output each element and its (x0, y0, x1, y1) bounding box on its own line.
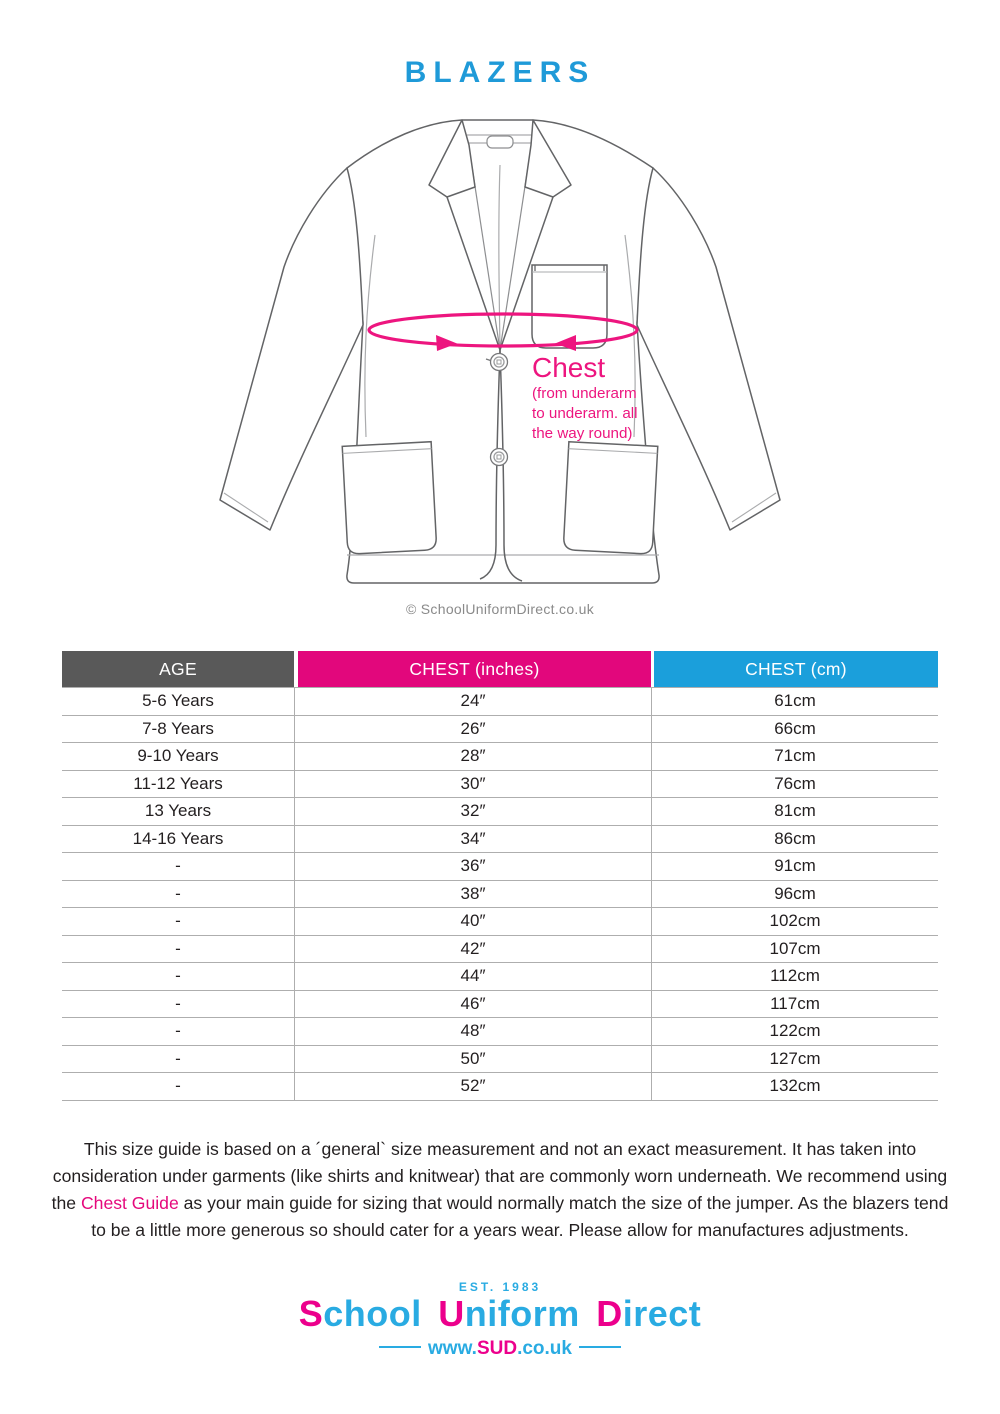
logo-word3-rest: irect (622, 1293, 702, 1334)
header-chest-inches: CHEST (inches) (298, 651, 651, 687)
cell-cm: 127cm (651, 1046, 938, 1073)
table-row (62, 881, 938, 909)
cell-cm: 61cm (651, 688, 938, 715)
cell-age: 7-8 Years (142, 718, 214, 738)
cell-cm: 112cm (651, 963, 938, 990)
page-title: BLAZERS (404, 56, 596, 89)
logo-web-sud: SUD (476, 1338, 518, 1359)
cell-age: - (175, 1048, 181, 1068)
chest-sub-line1: (from underarm (532, 385, 637, 402)
notes-text-1: This size guide is based on a ´general` size measurement and not an exact measurement. It has taken into consideration under garments (like shirts and knitwear) that are commonly worn underneath. We recommend using the (51, 1139, 948, 1213)
table-header-row (62, 651, 938, 687)
cell-age: - (175, 1021, 181, 1041)
cell-inches: 44″ (294, 963, 651, 990)
logo-word2-rest: niform (464, 1293, 580, 1334)
logo-est-1983: EST. 1983 (458, 1280, 542, 1294)
cell-age: - (175, 883, 181, 903)
cell-inches: 28″ (294, 743, 651, 770)
logo-website[interactable] (0, 1339, 1000, 1358)
table-row (62, 936, 938, 964)
table-row (62, 1073, 938, 1101)
size-guide-notes (45, 1136, 955, 1244)
logo-word2-initial: U (438, 1293, 465, 1334)
cell-cm: 132cm (651, 1073, 938, 1100)
chest-guide-link[interactable]: Chest Guide (80, 1193, 179, 1213)
table-row (62, 1046, 938, 1074)
right-rule (579, 1346, 621, 1348)
table-row (62, 991, 938, 1019)
header-chest-cm: CHEST (cm) (654, 651, 938, 687)
cell-cm: 91cm (651, 853, 938, 880)
table-body (62, 687, 938, 1101)
chest-sub-line2: to underarm. all (532, 405, 638, 422)
table-row (62, 963, 938, 991)
logo-wordmark (0, 1293, 1000, 1334)
notes-text-2: as your main guide for sizing that would normally match the size of the jumper. As the blazers tend to be a little more generous so should cater for a years wear. Please allow for manufactures adjustments. (91, 1193, 949, 1240)
cell-cm: 76cm (651, 771, 938, 798)
cell-inches: 30″ (294, 771, 651, 798)
cell-inches: 52″ (294, 1073, 651, 1100)
table-row (62, 1018, 938, 1046)
table-row (62, 908, 938, 936)
cell-cm: 96cm (651, 881, 938, 908)
cell-inches: 32″ (294, 798, 651, 825)
chest-pocket (532, 265, 607, 348)
left-pocket (342, 442, 437, 555)
cell-age: - (175, 993, 181, 1013)
blazer-diagram (170, 105, 830, 615)
cell-age: - (175, 1076, 181, 1096)
cell-age: - (175, 966, 181, 986)
cell-cm: 86cm (651, 826, 938, 853)
chest-sub-line3: the way round) (532, 425, 633, 442)
logo-word3-initial: D (596, 1293, 623, 1334)
cell-age: - (175, 911, 181, 931)
cell-age: - (175, 938, 181, 958)
cell-age: 13 Years (144, 801, 212, 821)
table-row (62, 826, 938, 854)
logo-word1-rest: chool (323, 1293, 422, 1334)
left-rule (379, 1346, 421, 1348)
cell-inches: 24″ (294, 688, 651, 715)
cell-cm: 66cm (651, 716, 938, 743)
table-row (62, 853, 938, 881)
logo-web-couk: .co.uk (517, 1338, 572, 1359)
cell-inches: 46″ (294, 991, 651, 1018)
cell-inches: 26″ (294, 716, 651, 743)
cell-cm: 71cm (651, 743, 938, 770)
cell-inches: 42″ (294, 936, 651, 963)
cell-inches: 48″ (294, 1018, 651, 1045)
cell-inches: 38″ (294, 881, 651, 908)
table-row (62, 743, 938, 771)
logo-word1-initial: S (298, 1293, 324, 1334)
header-age: AGE (62, 651, 294, 687)
table-row (62, 716, 938, 744)
logo-web-www: www. (428, 1338, 477, 1359)
cell-inches: 50″ (294, 1046, 651, 1073)
hanger-loop (487, 136, 513, 148)
cell-inches: 40″ (294, 908, 651, 935)
cell-cm: 102cm (651, 908, 938, 935)
chest-label: Chest (532, 352, 606, 383)
cell-age: - (175, 856, 181, 876)
cell-cm: 122cm (651, 1018, 938, 1045)
cell-age: 9-10 Years (137, 746, 219, 766)
table-row (62, 798, 938, 826)
cell-age: 11-12 Years (133, 773, 223, 793)
cell-age: 14-16 Years (132, 828, 224, 848)
size-table (62, 651, 938, 1101)
cell-cm: 117cm (651, 991, 938, 1018)
table-row (62, 688, 938, 716)
cell-cm: 107cm (651, 936, 938, 963)
diagram-copyright: © SchoolUniformDirect.co.uk (405, 601, 595, 617)
right-pocket (563, 442, 658, 555)
cell-inches: 34″ (294, 826, 651, 853)
brand-logo (0, 1281, 1000, 1358)
table-row (62, 771, 938, 799)
cell-age: 5-6 Years (142, 691, 214, 711)
cell-cm: 81cm (651, 798, 938, 825)
cell-inches: 36″ (294, 853, 651, 880)
